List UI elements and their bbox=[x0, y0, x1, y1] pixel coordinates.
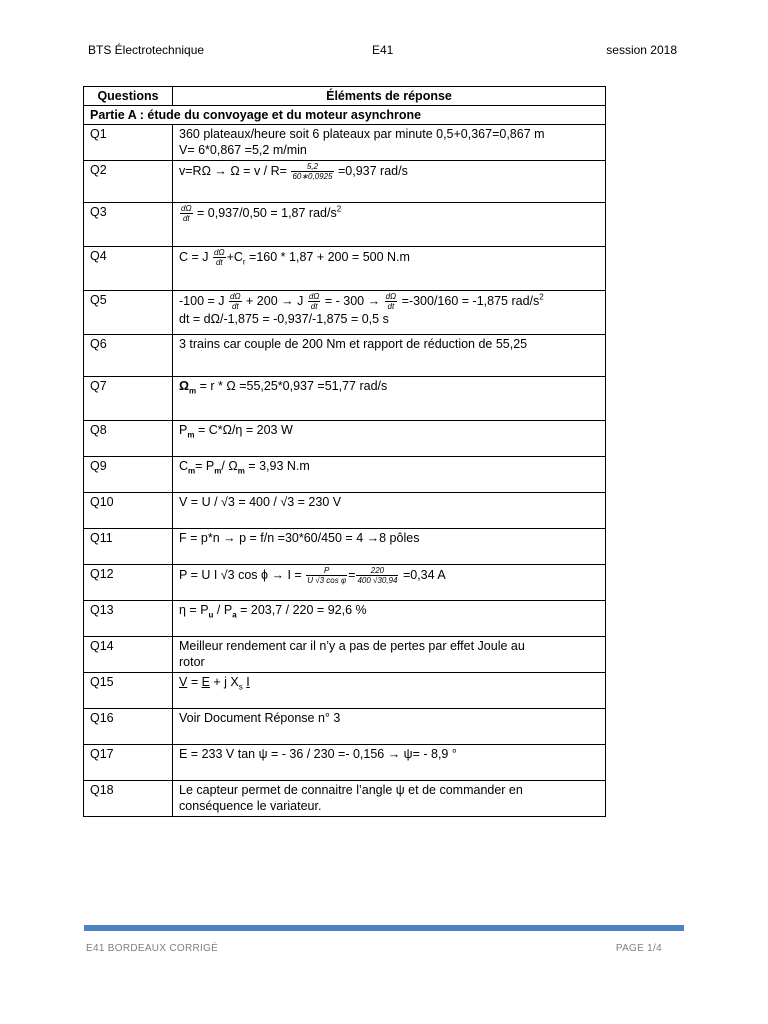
table-row bbox=[84, 377, 606, 421]
answer-line: V= 6*0,867 =5,2 m/min bbox=[179, 143, 307, 157]
question-id: Q15 bbox=[84, 673, 173, 709]
answer-text: = bbox=[187, 675, 202, 689]
table-row bbox=[84, 247, 606, 291]
question-id: Q7 bbox=[84, 377, 173, 421]
answer-cell bbox=[173, 781, 606, 817]
table-row bbox=[84, 457, 606, 493]
answer-cell bbox=[173, 291, 606, 335]
answer-cell bbox=[173, 421, 606, 457]
subscript: s bbox=[238, 682, 243, 692]
table-row bbox=[84, 745, 606, 781]
vector-v: V bbox=[179, 675, 188, 689]
answer-line: Meilleur rendement car il n’y a pas de pertes par effet Joule au bbox=[179, 639, 525, 653]
subscript: r bbox=[242, 257, 246, 267]
fraction bbox=[308, 292, 321, 311]
header-left: BTS Électrotechnique bbox=[88, 43, 205, 57]
answer-text: =0,937 rad/s bbox=[338, 163, 408, 178]
table-row bbox=[84, 203, 606, 247]
question-id: Q18 bbox=[84, 781, 173, 817]
answer-text: =0,34 A bbox=[402, 567, 446, 582]
question-id: Q2 bbox=[84, 161, 173, 203]
answer-text: +C bbox=[226, 249, 243, 264]
header-center: E41 bbox=[372, 43, 394, 57]
answer-cell: V = U / √3 = 400 / √3 = 230 V bbox=[173, 493, 606, 529]
answer-line bbox=[179, 292, 599, 311]
exponent: 2 bbox=[336, 204, 342, 214]
fraction-denominator: 60∗0,0925 bbox=[292, 172, 333, 181]
fraction bbox=[356, 566, 398, 585]
answer-text: v=RΩ → Ω = v / R= bbox=[179, 163, 287, 178]
table-row bbox=[84, 125, 606, 161]
table-row bbox=[84, 493, 606, 529]
fraction-numerator: 5,2 bbox=[291, 162, 333, 172]
question-id: Q9 bbox=[84, 457, 173, 493]
answer-symbol: P bbox=[179, 423, 188, 437]
table-row bbox=[84, 529, 606, 565]
fraction bbox=[229, 292, 242, 311]
question-id: Q10 bbox=[84, 493, 173, 529]
question-id: Q12 bbox=[84, 565, 173, 601]
fraction-numerator: dΩ bbox=[385, 292, 397, 301]
answer-text: / P bbox=[213, 603, 233, 617]
table-row bbox=[84, 291, 606, 335]
exponent: 2 bbox=[539, 292, 544, 302]
vector-i: I bbox=[246, 675, 250, 689]
section-row bbox=[84, 106, 606, 125]
answer-line: rotor bbox=[179, 655, 205, 669]
answer-text: + j X bbox=[209, 675, 239, 689]
question-id: Q6 bbox=[84, 335, 173, 377]
subscript: m bbox=[214, 466, 222, 476]
fraction bbox=[385, 292, 398, 311]
answer-symbol: C bbox=[179, 459, 189, 473]
question-id: Q14 bbox=[84, 637, 173, 673]
answer-text: = C*Ω/η = 203 W bbox=[197, 423, 293, 437]
fraction-numerator: P bbox=[306, 566, 347, 576]
answer-text: = 203,7 / 220 = 92,6 % bbox=[236, 603, 367, 617]
fraction-denominator: 400 √30,94 bbox=[357, 576, 398, 585]
vector-e: E bbox=[201, 675, 210, 689]
table-header-row bbox=[84, 87, 606, 106]
answer-cell: 3 trains car couple de 200 Nm et rapport de réduction de 55,25 bbox=[173, 335, 606, 377]
answer-text: + 200 → J bbox=[246, 293, 304, 308]
subscript: u bbox=[208, 610, 214, 620]
question-id: Q13 bbox=[84, 601, 173, 637]
fraction-denominator: dt bbox=[310, 302, 318, 311]
answer-text: P = U I √3 cos ϕ → I = bbox=[179, 567, 302, 582]
answer-text: C = J bbox=[179, 249, 209, 264]
answer-line: Le capteur permet de connaitre l’angle ψ et de commander en bbox=[179, 783, 523, 797]
fraction-denominator: dt bbox=[215, 258, 223, 267]
answer-cell bbox=[173, 457, 606, 493]
question-id: Q16 bbox=[84, 709, 173, 745]
col-questions: Questions bbox=[84, 87, 173, 106]
question-id: Q17 bbox=[84, 745, 173, 781]
table-row bbox=[84, 565, 606, 601]
answer-text: / Ω bbox=[221, 459, 238, 473]
table-row bbox=[84, 421, 606, 457]
table-row bbox=[84, 161, 606, 203]
answer-text: -100 = J bbox=[179, 293, 225, 308]
footer-left: E41 BORDEAUX CORRIGÉ bbox=[86, 943, 219, 954]
fraction bbox=[291, 162, 333, 181]
answer-cell bbox=[173, 637, 606, 673]
footer-divider bbox=[84, 925, 684, 931]
answer-cell: Voir Document Réponse n° 3 bbox=[173, 709, 606, 745]
answer-line: conséquence le variateur. bbox=[179, 799, 322, 813]
answer-cell bbox=[173, 203, 606, 247]
question-id: Q3 bbox=[84, 203, 173, 247]
answer-text: = P bbox=[195, 459, 215, 473]
question-id: Q11 bbox=[84, 529, 173, 565]
fraction-denominator: dt bbox=[387, 302, 395, 311]
fraction-numerator: dΩ bbox=[230, 292, 241, 301]
answer-cell bbox=[173, 565, 606, 601]
question-id: Q5 bbox=[84, 291, 173, 335]
answer-cell bbox=[173, 247, 606, 291]
question-id: Q1 bbox=[84, 125, 173, 161]
answer-cell: E = 233 V tan ψ = - 36 / 230 =- 0,156 → ψ= - 8,9 ° bbox=[173, 745, 606, 781]
answer-cell bbox=[173, 601, 606, 637]
subscript: m bbox=[187, 430, 195, 440]
answer-cell bbox=[173, 125, 606, 161]
answer-text: =160 * 1,87 + 200 = 500 N.m bbox=[249, 249, 410, 264]
section-title: Partie A : étude du convoyage et du moteur asynchrone bbox=[84, 106, 606, 125]
subscript: m bbox=[189, 386, 197, 396]
fraction bbox=[180, 204, 193, 223]
fraction-denominator: dt bbox=[182, 214, 190, 223]
fraction-numerator: 220 bbox=[356, 566, 398, 576]
subscript: a bbox=[232, 610, 237, 620]
fraction-numerator: dΩ bbox=[308, 292, 320, 301]
table-row bbox=[84, 601, 606, 637]
fraction-numerator: dΩ bbox=[181, 204, 192, 213]
answer-text: η = P bbox=[179, 603, 209, 617]
answer-text: = 3,93 N.m bbox=[244, 459, 310, 473]
fraction-denominator: U √3 cos φ bbox=[307, 576, 347, 585]
table-row bbox=[84, 637, 606, 673]
fraction-numerator: dΩ bbox=[214, 248, 225, 257]
answer-line: dt = dΩ/-1,875 = -0,937/-1,875 = 0,5 s bbox=[179, 312, 389, 326]
answer-text: = r * Ω =55,25*0,937 =51,77 rad/s bbox=[199, 379, 388, 393]
fraction bbox=[306, 566, 347, 585]
subscript: m bbox=[188, 466, 196, 476]
question-id: Q4 bbox=[84, 247, 173, 291]
answer-line: 360 plateaux/heure soit 6 plateaux par minute 0,5+0,367=0,867 m bbox=[179, 127, 545, 141]
answer-cell bbox=[173, 161, 606, 203]
fraction-denominator: dt bbox=[231, 302, 239, 311]
answers-table bbox=[83, 86, 606, 817]
header-right: session 2018 bbox=[606, 43, 677, 57]
question-id: Q8 bbox=[84, 421, 173, 457]
table-row bbox=[84, 781, 606, 817]
table-row bbox=[84, 335, 606, 377]
table-row bbox=[84, 709, 606, 745]
answer-text: = 0,937/0,50 = 1,87 rad/s bbox=[197, 205, 337, 220]
answer-cell bbox=[173, 673, 606, 709]
answer-cell: F = p*n → p = f/n =30*60/450 = 4 →8 pôles bbox=[173, 529, 606, 565]
answer-symbol: Ω bbox=[179, 379, 190, 393]
fraction bbox=[213, 248, 226, 267]
answer-cell bbox=[173, 377, 606, 421]
answer-text: = - 300 → bbox=[324, 293, 381, 308]
answer-text: =-300/160 = -1,875 rad/s bbox=[401, 293, 540, 308]
table-row bbox=[84, 673, 606, 709]
col-answers: Éléments de réponse bbox=[173, 87, 606, 106]
footer-page-number: PAGE 1/4 bbox=[615, 943, 662, 954]
answer-text: = bbox=[348, 567, 356, 582]
subscript: m bbox=[237, 466, 245, 476]
